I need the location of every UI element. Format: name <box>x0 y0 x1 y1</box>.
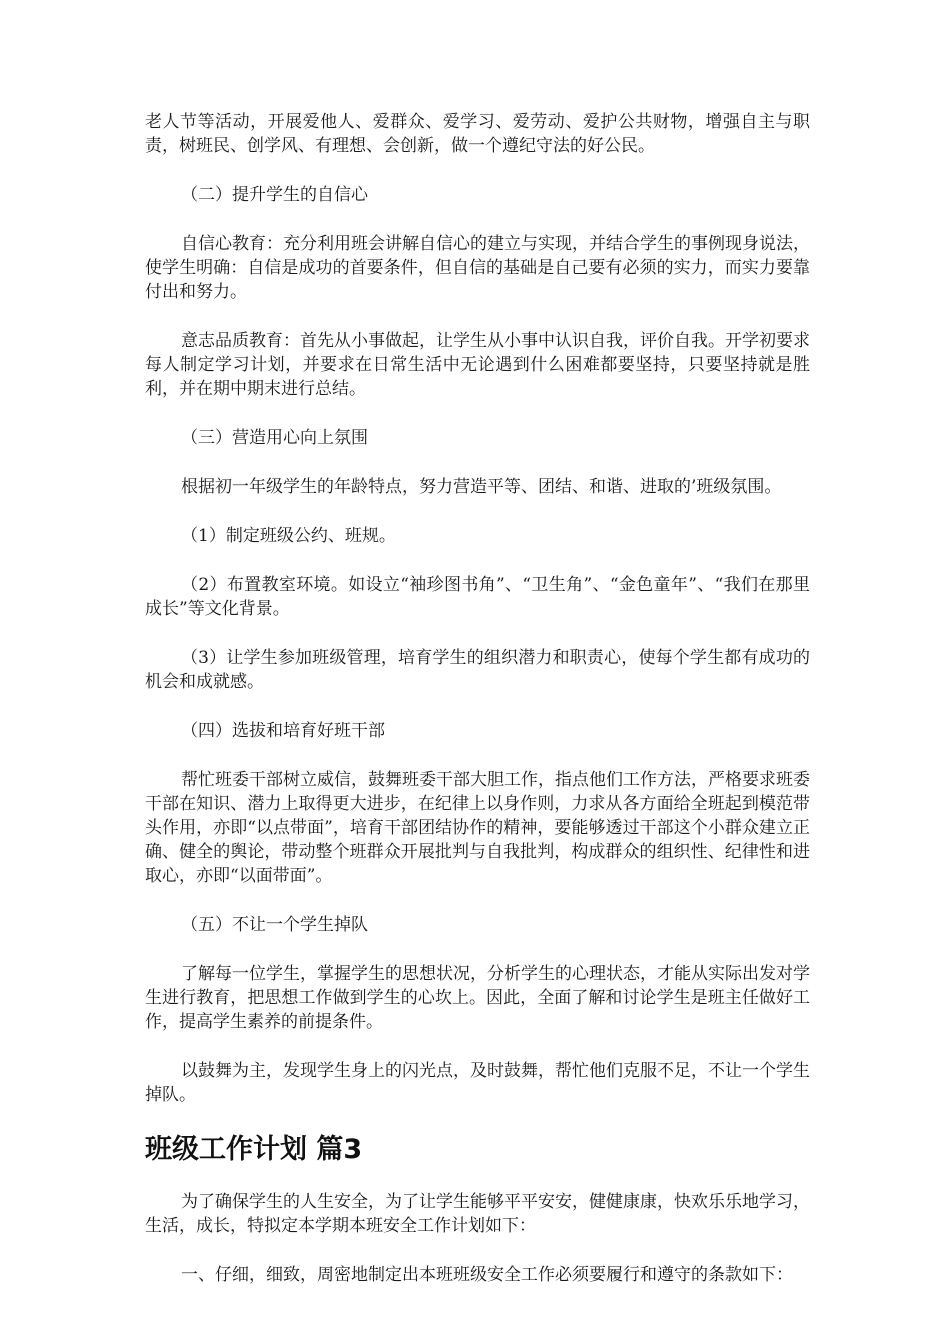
paragraph: 了解每一位学生，掌握学生的思想状况，分析学生的心理状态，才能从实际出发对学生进行教育，把思想工作做到学生的心坎上。因此，全面了解和讨论学生是班主任做好工作，提高学生素养的前提条件。 <box>145 964 810 1032</box>
paragraph: （3）让学生参加班级管理，培育学生的组织潜力和职责心，使每个学生都有成功的机会和成就感。 <box>145 648 810 692</box>
document-page <box>145 110 810 1312</box>
section-title: 班级工作计划 篇3 <box>145 1134 363 1165</box>
paragraph: 帮忙班委干部树立威信，鼓舞班委干部大胆工作，指点他们工作方法，严格要求班委干部在知识、潜力上取得更大进步，在纪律上以身作则，力求从各方面给全班起到模范带头作用，亦即“以点带面”，培育干部团结协作的精神，要能够透过干部这个小群众建立正确、健全的舆论，带动整个班群众开展批判与自我批判，构成群众的组织性、纪律性和进取心，亦即“以面带面”。 <box>145 770 810 886</box>
paragraph: 根据初一年级学生的年龄特点，努力营造平等、团结、和谐、进取的’班级氛围。 <box>181 477 782 497</box>
paragraph: （2）布置教室环境。如设立“袖珍图书角”、“卫生角”、“金色童年”、“我们在那里成长”等文化背景。 <box>145 575 810 619</box>
subheading: （五）不让一个学生掉队 <box>181 915 368 935</box>
subheading: （四）选拔和培育好班干部 <box>181 721 385 741</box>
subheading: （1）制定班级公约、班规。 <box>181 526 396 546</box>
paragraph: 意志品质教育：首先从小事做起，让学生从小事中认识自我，评价自我。开学初要求每人制定学习计划，并要求在日常生活中无论遇到什么困难都要坚持，只要坚持就是胜利，并在期中期末进行总结。 <box>145 331 810 399</box>
paragraph: 以鼓舞为主，发现学生身上的闪光点，及时鼓舞，帮忙他们克服不足，不让一个学生掉队。 <box>145 1061 810 1105</box>
subheading: （三）营造用心向上氛围 <box>181 428 368 448</box>
paragraph: 老人节等活动，开展爱他人、爱群众、爱学习、爱劳动、爱护公共财物，增强自主与职责，树班民、创学风、有理想、会创新，做一个遵纪守法的好公民。 <box>145 112 810 156</box>
paragraph: 一、仔细，细致，周密地制定出本班班级安全工作必须要履行和遵守的条款如下： <box>181 1265 793 1285</box>
subheading: （二）提升学生的自信心 <box>181 185 368 205</box>
paragraph: 为了确保学生的人生安全，为了让学生能够平平安安，健健康康，快欢乐乐地学习，生活，成长，特拟定本学期本班安全工作计划如下： <box>145 1192 810 1236</box>
paragraph: 自信心教育：充分利用班会讲解自信心的建立与实现，并结合学生的事例现身说法，使学生明确：自信是成功的首要条件，但自信的基础是自己要有必须的实力，而实力要靠付出和努力。 <box>145 234 810 302</box>
